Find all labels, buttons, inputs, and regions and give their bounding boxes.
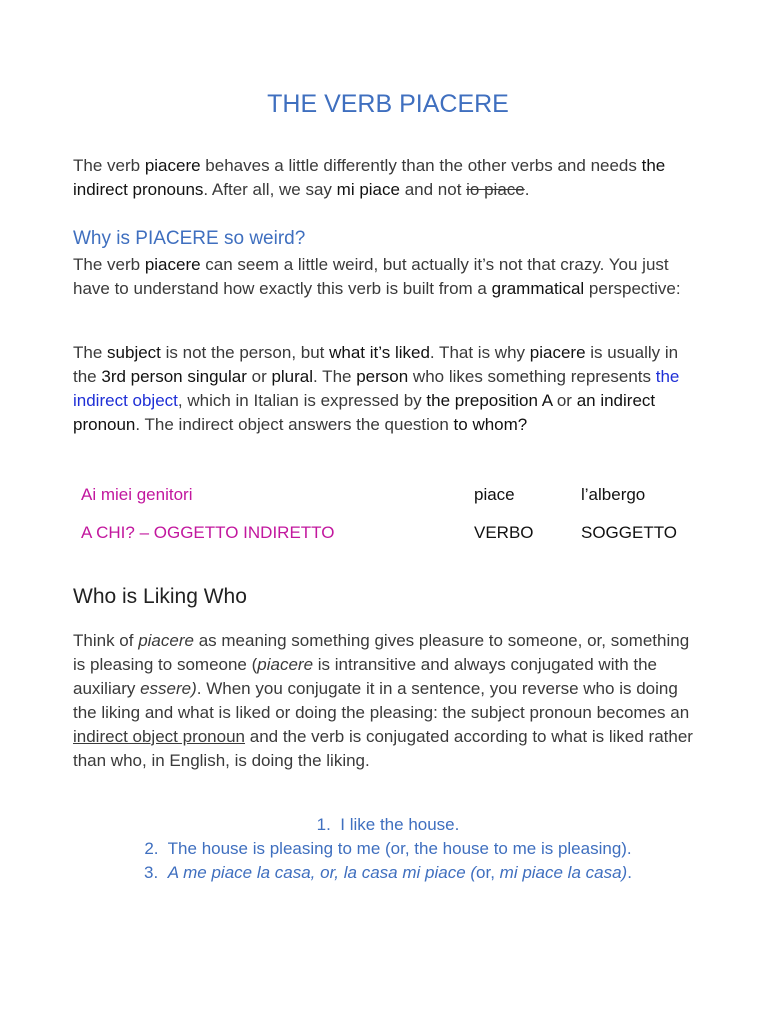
text: and not	[399, 180, 467, 199]
text: who likes something represents	[408, 367, 656, 386]
text: . When you conjugate it in a sentence, you reverse who is doing the liking and what is liked or doing the pleasing: the subject pronoun becomes an	[73, 679, 690, 722]
label-indirect-object: A CHI? – OGGETTO INDIRETTO	[81, 523, 335, 542]
list-item	[73, 861, 703, 885]
emphasis: subject	[107, 343, 161, 362]
text: behaves a little differently than the other verbs and needs	[200, 156, 642, 175]
emphasis: piacere	[529, 343, 586, 362]
text: .	[524, 180, 530, 199]
why-paragraph	[73, 253, 703, 301]
emphasis: to whom?	[453, 415, 528, 434]
text: , which in Italian is expressed by	[177, 391, 427, 410]
label-subject: SOGGETTO	[581, 523, 678, 542]
list-item	[73, 837, 703, 861]
list-number: 1.	[316, 815, 331, 834]
emphasis: 3rd person singular	[101, 367, 247, 386]
example-verb: piace	[474, 485, 515, 504]
list-text: I like the house.	[340, 815, 460, 834]
example-row-sentence	[81, 485, 701, 509]
emphasis: what it’s liked	[329, 343, 430, 362]
underlined-text: indirect object pronoun	[73, 727, 246, 746]
text: perspective:	[584, 279, 681, 298]
text: The verb	[73, 255, 145, 274]
example-indirect-object: Ai miei genitori	[81, 485, 193, 504]
italic-text: essere)	[140, 679, 197, 698]
emphasis-indirect-pronouns: the indirect pronouns	[73, 156, 666, 199]
example-row-labels	[81, 523, 701, 547]
emphasis-grammatical: grammatical	[491, 279, 585, 298]
text: . The indirect object answers the question	[135, 415, 454, 434]
subject-paragraph	[73, 341, 703, 437]
text: as meaning something gives pleasure to someone, or, something is pleasing to someone (	[73, 631, 690, 674]
emphasis-piacere: piacere	[144, 255, 201, 274]
emphasis: an indirect pronoun	[73, 391, 656, 434]
italic-text: piacere	[257, 655, 314, 674]
page-title: THE VERB PIACERE	[267, 90, 509, 118]
numbered-example-list	[73, 813, 703, 885]
emphasis-piacere: piacere	[144, 156, 201, 175]
list-number: 2.	[144, 839, 159, 858]
text: or	[552, 391, 577, 410]
text: The	[73, 343, 108, 362]
highlight-indirect-object: the indirect object	[73, 367, 680, 410]
strikethrough-text: io piace	[466, 180, 525, 199]
text: is intransitive and always conjugated with the auxiliary	[73, 655, 658, 698]
text: can seem a little weird, but actually it’s not that crazy. You just have to understand how exactly this verb is built from a	[73, 255, 669, 298]
list-item	[73, 813, 703, 837]
list-text: .	[627, 863, 632, 882]
text: . The	[313, 367, 357, 386]
text: . That is why	[429, 343, 530, 362]
list-text: The house is pleasing to me (or, the house to me is pleasing).	[167, 839, 632, 858]
emphasis: person	[356, 367, 409, 386]
label-verb: VERBO	[474, 523, 534, 542]
text: The verb	[73, 156, 145, 175]
text: Think of	[73, 631, 139, 650]
who-paragraph	[73, 629, 703, 773]
emphasis: plural	[271, 367, 314, 386]
section-heading-why: Why is PIACERE so weird?	[73, 228, 306, 249]
list-text: A me piace la casa, or, la casa mi piace (	[167, 863, 477, 882]
list-number: 3.	[144, 863, 159, 882]
example-subject: l’albergo	[581, 485, 646, 504]
emphasis: the preposition A	[426, 391, 553, 410]
text: and the verb is conjugated according to what is liked rather than who, in English, is doing the liking.	[73, 727, 693, 770]
italic-text: piacere	[138, 631, 194, 650]
text: or	[246, 367, 272, 386]
section-heading-who: Who is Liking Who	[73, 585, 247, 608]
text: is usually in the	[73, 343, 679, 386]
text: . After all, we say	[203, 180, 337, 199]
list-text: or,	[476, 863, 500, 882]
list-text: mi piace la casa)	[499, 863, 628, 882]
intro-paragraph	[73, 154, 703, 202]
text: is not the person, but	[160, 343, 330, 362]
emphasis-mi-piace: mi piace	[336, 180, 400, 199]
